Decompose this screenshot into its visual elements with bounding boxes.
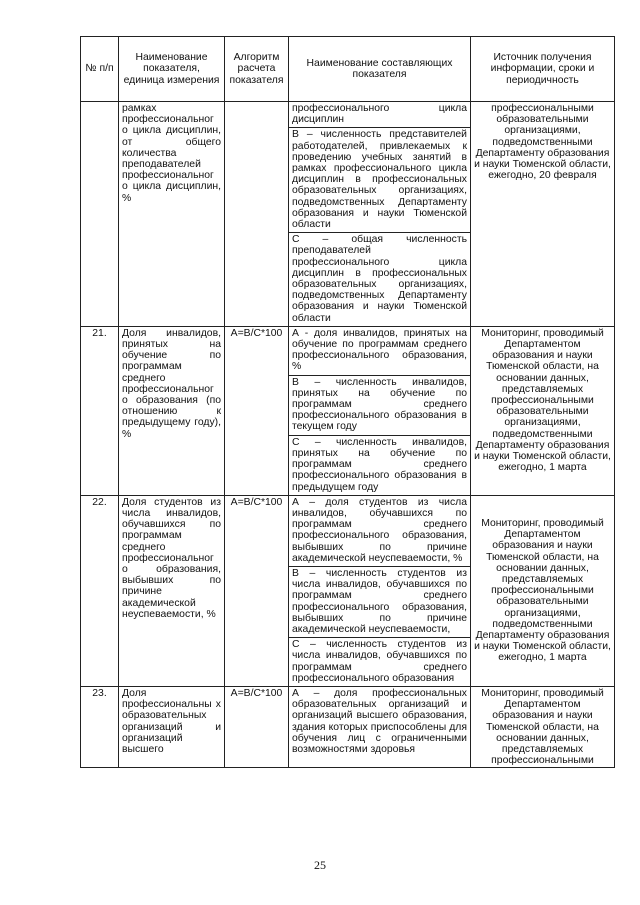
components-cell bbox=[289, 326, 471, 495]
component-b: В – численность инвалидов, принятых на обучение по программам среднего профессионального образования в текущем году bbox=[289, 376, 470, 436]
indicator-name: рамках профессиональног о цикла дисциплин, от общего количества преподавателей профессиональног о цикла дисциплин, % bbox=[119, 102, 225, 327]
indicators-table bbox=[80, 36, 615, 768]
header-num: № п/п bbox=[81, 37, 119, 102]
table-row-continuation bbox=[81, 102, 615, 327]
algorithm-formula: А=В/С*100 bbox=[225, 495, 289, 686]
row-num: 23. bbox=[81, 686, 119, 767]
row-num bbox=[81, 102, 119, 327]
component-a: профессионального цикла дисциплин bbox=[289, 102, 470, 128]
components-cell bbox=[289, 686, 471, 767]
algorithm-formula: А=В/С*100 bbox=[225, 326, 289, 495]
component-b: В – численность студентов из числа инвалидов, обучавшихся по программам среднего профессионального образования, выбывших по причине академической неуспеваемости, bbox=[289, 567, 470, 638]
header-row bbox=[81, 37, 615, 102]
algorithm-formula: А=В/С*100 bbox=[225, 686, 289, 767]
indicator-name: Доля профессиональны х образовательных организаций и организаций высшего bbox=[119, 686, 225, 767]
component-b: В – численность представителей работодателей, привлекаемых к проведению учебных занятий в рамках профессионального цикла дисциплин в профессиональных образовательных организациях, подведомственных Департаменту образования и науки Тюменской области bbox=[289, 128, 470, 233]
header-algorithm: Алгоритм расчета показателя bbox=[225, 37, 289, 102]
table-row-23 bbox=[81, 686, 615, 767]
component-a: А – доля студентов из числа инвалидов, обучавшихся по программам среднего профессионального образования, выбывших по причине академической неуспеваемости, % bbox=[289, 496, 470, 567]
source-info: Мониторинг, проводимый Департаментом образования и науки Тюменской области, на основании данных, представляемых профессиональными bbox=[471, 686, 615, 767]
indicator-name: Доля инвалидов, принятых на обучение по программам среднего профессиональног о образования (по отношению к предыдущему году), % bbox=[119, 326, 225, 495]
source-info: Мониторинг, проводимый Департаментом образования и науки Тюменской области, на основании данных, представляемых профессиональными образовательными организациями, подведомственными Департаменту образования и науки Тюменской области, ежегодно, 1 марта bbox=[471, 495, 615, 686]
row-num: 21. bbox=[81, 326, 119, 495]
header-components: Наименование составляющих показателя bbox=[289, 37, 471, 102]
header-source: Источник получения информации, сроки и периодичность bbox=[471, 37, 615, 102]
source-info: профессиональными образовательными организациями, подведомственными Департаменту образования и науки Тюменской области, ежегодно, 20 февраля bbox=[471, 102, 615, 327]
component-c: С – общая численность преподавателей профессионального цикла дисциплин в профессиональных образовательных организациях, подведомственных Департаменту образования и науки Тюменской области bbox=[292, 234, 467, 324]
component-c: С – численность инвалидов, принятых на обучение по программам среднего профессионального образования в предыдущем году bbox=[292, 436, 467, 493]
component-a: А – доля профессиональных образовательных организаций и организаций высшего образования, здания которых приспособлены для обучения лиц с ограниченными возможностями здоровья bbox=[292, 687, 467, 755]
table-row-21 bbox=[81, 326, 615, 495]
row-num: 22. bbox=[81, 495, 119, 686]
components-cell bbox=[289, 495, 471, 686]
indicator-name: Доля студентов из числа инвалидов, обучавшихся по программам среднего профессиональног о образования, выбывших по причине академической неуспеваемости, % bbox=[119, 495, 225, 686]
source-info: Мониторинг, проводимый Департаментом образования и науки Тюменской области, на основании данных, представляемых профессиональными образовательными организациями, подведомственными Департаменту образования и науки Тюменской области, ежегодно, 1 марта bbox=[471, 326, 615, 495]
components-cell bbox=[289, 102, 471, 327]
algorithm-formula bbox=[225, 102, 289, 327]
component-c: С – численность студентов из числа инвалидов, обучавшихся по программам среднего профессионального образования bbox=[292, 639, 467, 684]
table-row-22 bbox=[81, 495, 615, 686]
page-number: 25 bbox=[314, 858, 326, 872]
component-a: А - доля инвалидов, принятых на обучение по программам среднего профессионального образования, % bbox=[289, 327, 470, 376]
header-name: Наименование показателя, единица измерения bbox=[119, 37, 225, 102]
